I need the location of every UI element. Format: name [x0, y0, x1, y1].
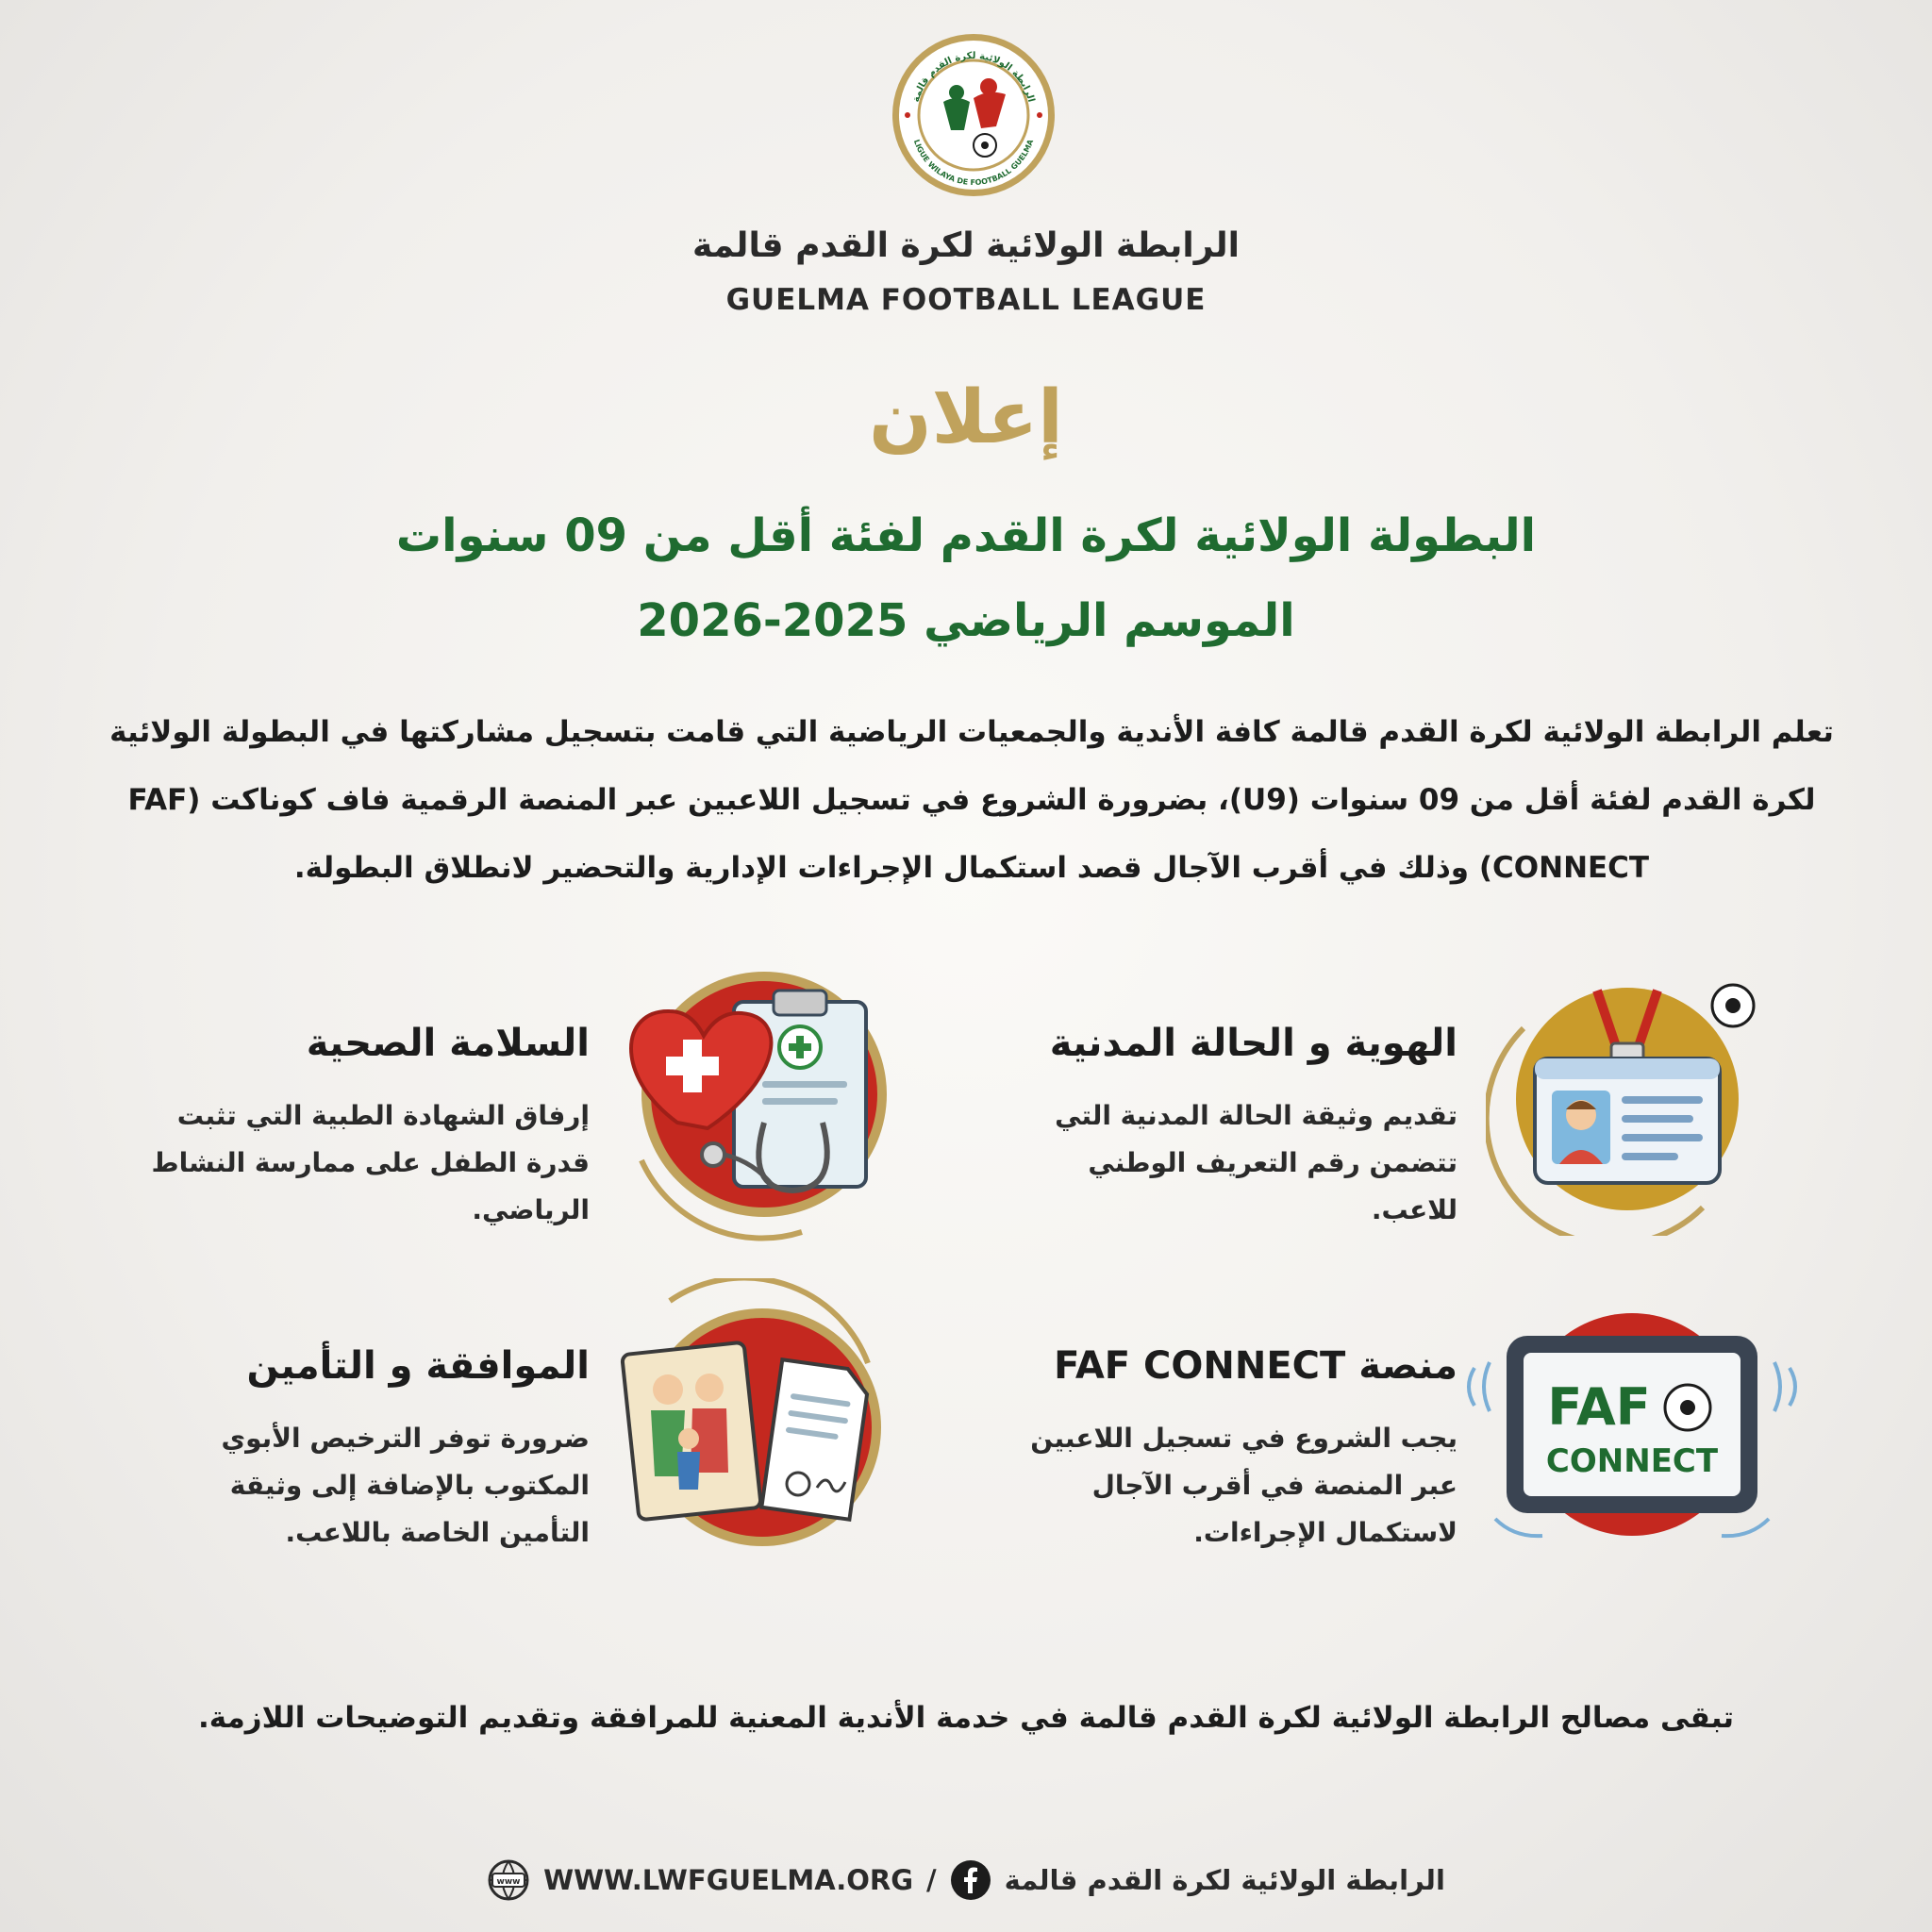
league-name-arabic: الرابطة الولائية لكرة القدم قالمة [691, 226, 1241, 265]
announcement-label: إعلان [869, 375, 1063, 460]
facebook-page-name[interactable]: الرابطة الولائية لكرة القدم قالمة [1004, 1864, 1445, 1896]
svg-text:www: www [496, 1877, 521, 1887]
tablet-screen-faf: FAF [1547, 1377, 1651, 1437]
platform-text: يجب الشروع في تسجيل اللاعبين عبر المنصة في أقرب الآجال لاستكمال الإجراءات. [1030, 1423, 1457, 1548]
consent-title: الموافقة و التأمين [246, 1344, 590, 1388]
svg-text:LIGUE WILAYA DE FOOTBALL GUELM: LIGUE WILAYA DE FOOTBALL GUELMA [911, 138, 1036, 188]
closing-note: تبقى مصالح الرابطة الولائية لكرة القدم قالمة في خدمة الأندية المعنية للمرافقة وتقديم التوضيحات اللازمة. [198, 1701, 1734, 1735]
globe-www-icon [487, 1858, 530, 1902]
league-name-english: GUELMA FOOTBALL LEAGUE [725, 283, 1207, 317]
platform-title: منصة FAF CONNECT [1054, 1344, 1457, 1388]
footer [0, 1857, 1932, 1904]
footer-separator: / [926, 1864, 937, 1896]
facebook-icon[interactable] [950, 1859, 991, 1901]
tablet-icon [1457, 1283, 1807, 1566]
identity-text: تقديم وثيقة الحالة المدنية التي تتضمن رقم التعريف الوطني للاعب. [1055, 1100, 1457, 1225]
health-text: إرفاق الشهادة الطبية التي تثبت قدرة الطفل على ممارسة النشاط الرياضي. [151, 1100, 590, 1225]
consent-text: ضرورة توفر الترخيص الأبوي المكتوب بالإضافة إلى وثيقة التأمين الخاصة باللاعب. [221, 1423, 590, 1548]
tablet-screen-connect: CONNECT [1545, 1442, 1719, 1480]
title-line-2: الموسم الرياضي 2025-2026 [637, 594, 1295, 647]
website-link[interactable]: WWW.LWFGUELMA.ORG [543, 1864, 914, 1896]
title-line-1: البطولة الولائية لكرة القدم لفئة أقل من 09 سنوات [395, 509, 1537, 562]
family-document-icon [613, 1278, 896, 1561]
intro-paragraph: تعلم الرابطة الولائية لكرة القدم قالمة كافة الأندية والجمعيات الرياضية التي قامت بتسجيل مشاركتها في البطولة الولائية لكرة القدم لفئة أقل من 09 سنوات (U9)، بضرورة الشروع في تسجيل اللاعبين عبر المنصة الرقمية فاف كوناكت (FAF CONNECT) وذلك في أقرب الآجال قصد استكمال الإجراءات الإدارية والتحضير لانطلاق البطولة. [109, 715, 1834, 885]
identity-title: الهوية و الحالة المدنية [1049, 1022, 1457, 1065]
medical-heart-clipboard-icon [604, 953, 896, 1245]
id-badge-icon [1486, 953, 1769, 1236]
svg-text:الرابطة الولائية لكرة القدم قا: الرابطة الولائية لكرة القدم قالمة [910, 50, 1037, 104]
league-logo [891, 32, 1057, 198]
health-title: السلامة الصحية [306, 1022, 590, 1065]
